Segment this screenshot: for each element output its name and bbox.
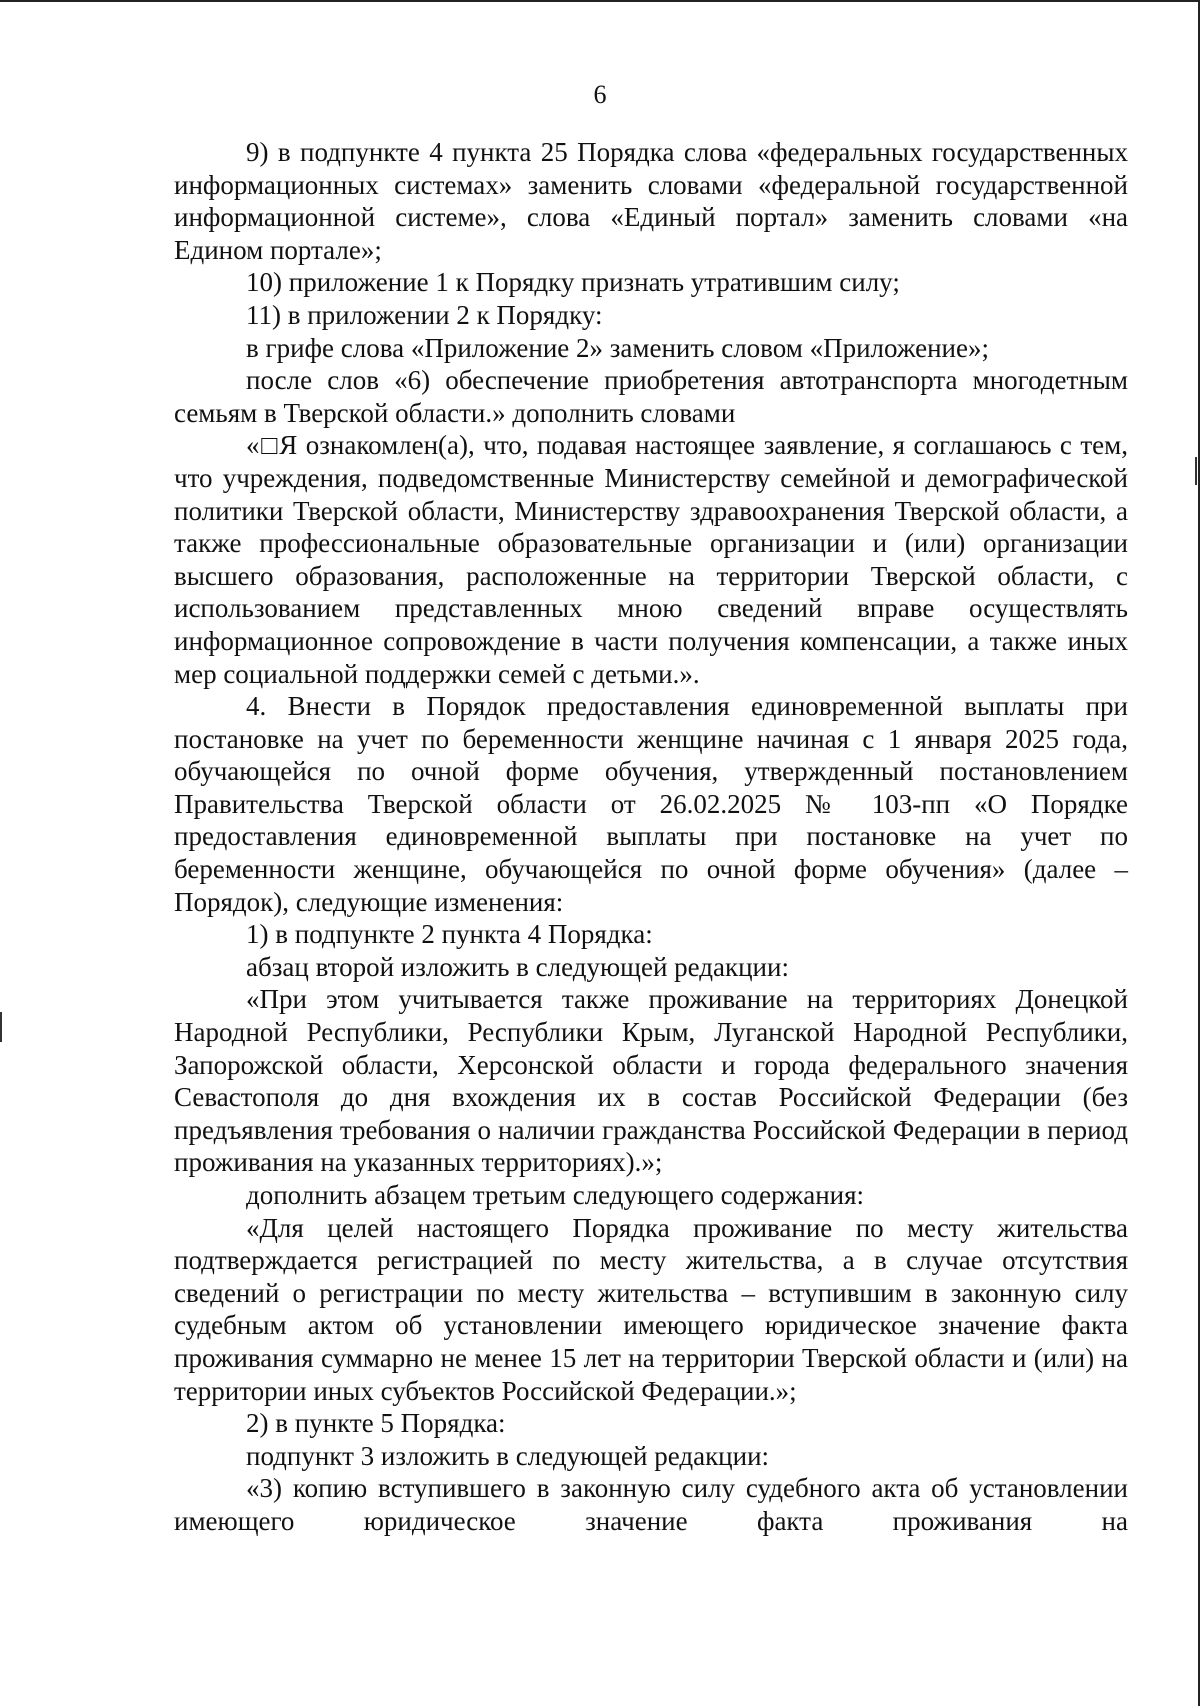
- paragraph-12: «Для целей настоящего Порядка проживание по месту жительства подтверждается регистрацией по месту жительства, а в случае отсутствия сведений о регистрации по месту жительства – вступившим в законную силу судебным актом об установлении имеющего юридическое значение факта проживания суммарно не менее 15 лет на территории Тверской области и (или) на территории иных субъектов Российской Федерации.»;: [174, 1212, 1128, 1406]
- paragraph-10: «При этом учитывается также проживание на территориях Донецкой Народной Республики, Республики Крым, Луганской Народной Республики, Запорожской области, Херсонской области и города федерального значения Севастополя до дня вхождения их в состав Российской Федерации (без предъявления требования о наличии гражданства Российской Федерации в период проживания на указанных территориях).»;: [174, 984, 1128, 1178]
- paragraph-4: в грифе слова «Приложение 2» заменить словом «Приложение»;: [246, 332, 989, 363]
- paragraph-8: 1) в подпункте 2 пункта 4 Порядка:: [246, 919, 653, 950]
- scan-edge-mark-left: [0, 1012, 2, 1042]
- paragraph-7: 4. Внести в Порядок предоставления единовременной выплаты при постановке на учет по беременности женщине начиная с 1 января 2025 года, обучающейся по очной форме обучения, утвержденный постановлением Правительства Тверской области от 26.02.2025 № 103-пп «О Порядке предоставления единовременной выплаты при постановке на учет по беременности женщине, обучающейся по очной форме обучения» (далее – Порядок), следующие изменения:: [174, 691, 1128, 917]
- paragraph-5: после слов «6) обеспечение приобретения автотранспорта многодетным семьям в Тверской области.» дополнить словами: [174, 365, 1128, 428]
- paragraph-3: 11) в приложении 2 к Порядку:: [246, 299, 603, 330]
- paragraph-9: абзац второй изложить в следующей редакции:: [246, 951, 789, 982]
- document-body: [174, 136, 1128, 1538]
- page-number: 6: [593, 80, 607, 109]
- paragraph-15: «3) копию вступившего в законную силу судебного акта об установлении имеющего юридическое значение факта проживания на: [174, 1473, 1128, 1536]
- paragraph-14: подпункт 3 изложить в следующей редакции:: [246, 1440, 770, 1471]
- paragraph-6: «□Я ознакомлен(а), что, подавая настоящее заявление, я соглашаюсь с тем, что учреждения, подведомственные Министерству семейной и демографической политики Тверской области, Министерству здравоохранения Тверской области, а также профессиональные образовательные организации и (или) организации высшего образования, расположенные на территории Тверской области, с использованием представленных мною сведений вправе осуществлять информационное сопровождение в части получения компенсации, а также иных мер социальной поддержки семей с детьми.».: [174, 430, 1128, 689]
- paragraph-11: дополнить абзацем третьим следующего содержания:: [246, 1180, 865, 1210]
- paragraph-1: 9) в подпункте 4 пункта 25 Порядка слова «федеральных государственных информационных системах» заменить словами «федеральной государственной информационной системе», слова «Единый портал» заменить словами «на Едином портале»;: [174, 137, 1128, 265]
- paragraph-2: 10) приложение 1 к Порядку признать утратившим силу;: [246, 267, 900, 298]
- scan-edge-mark-right: [1195, 457, 1197, 485]
- paragraph-13: 2) в пункте 5 Порядка:: [246, 1408, 506, 1439]
